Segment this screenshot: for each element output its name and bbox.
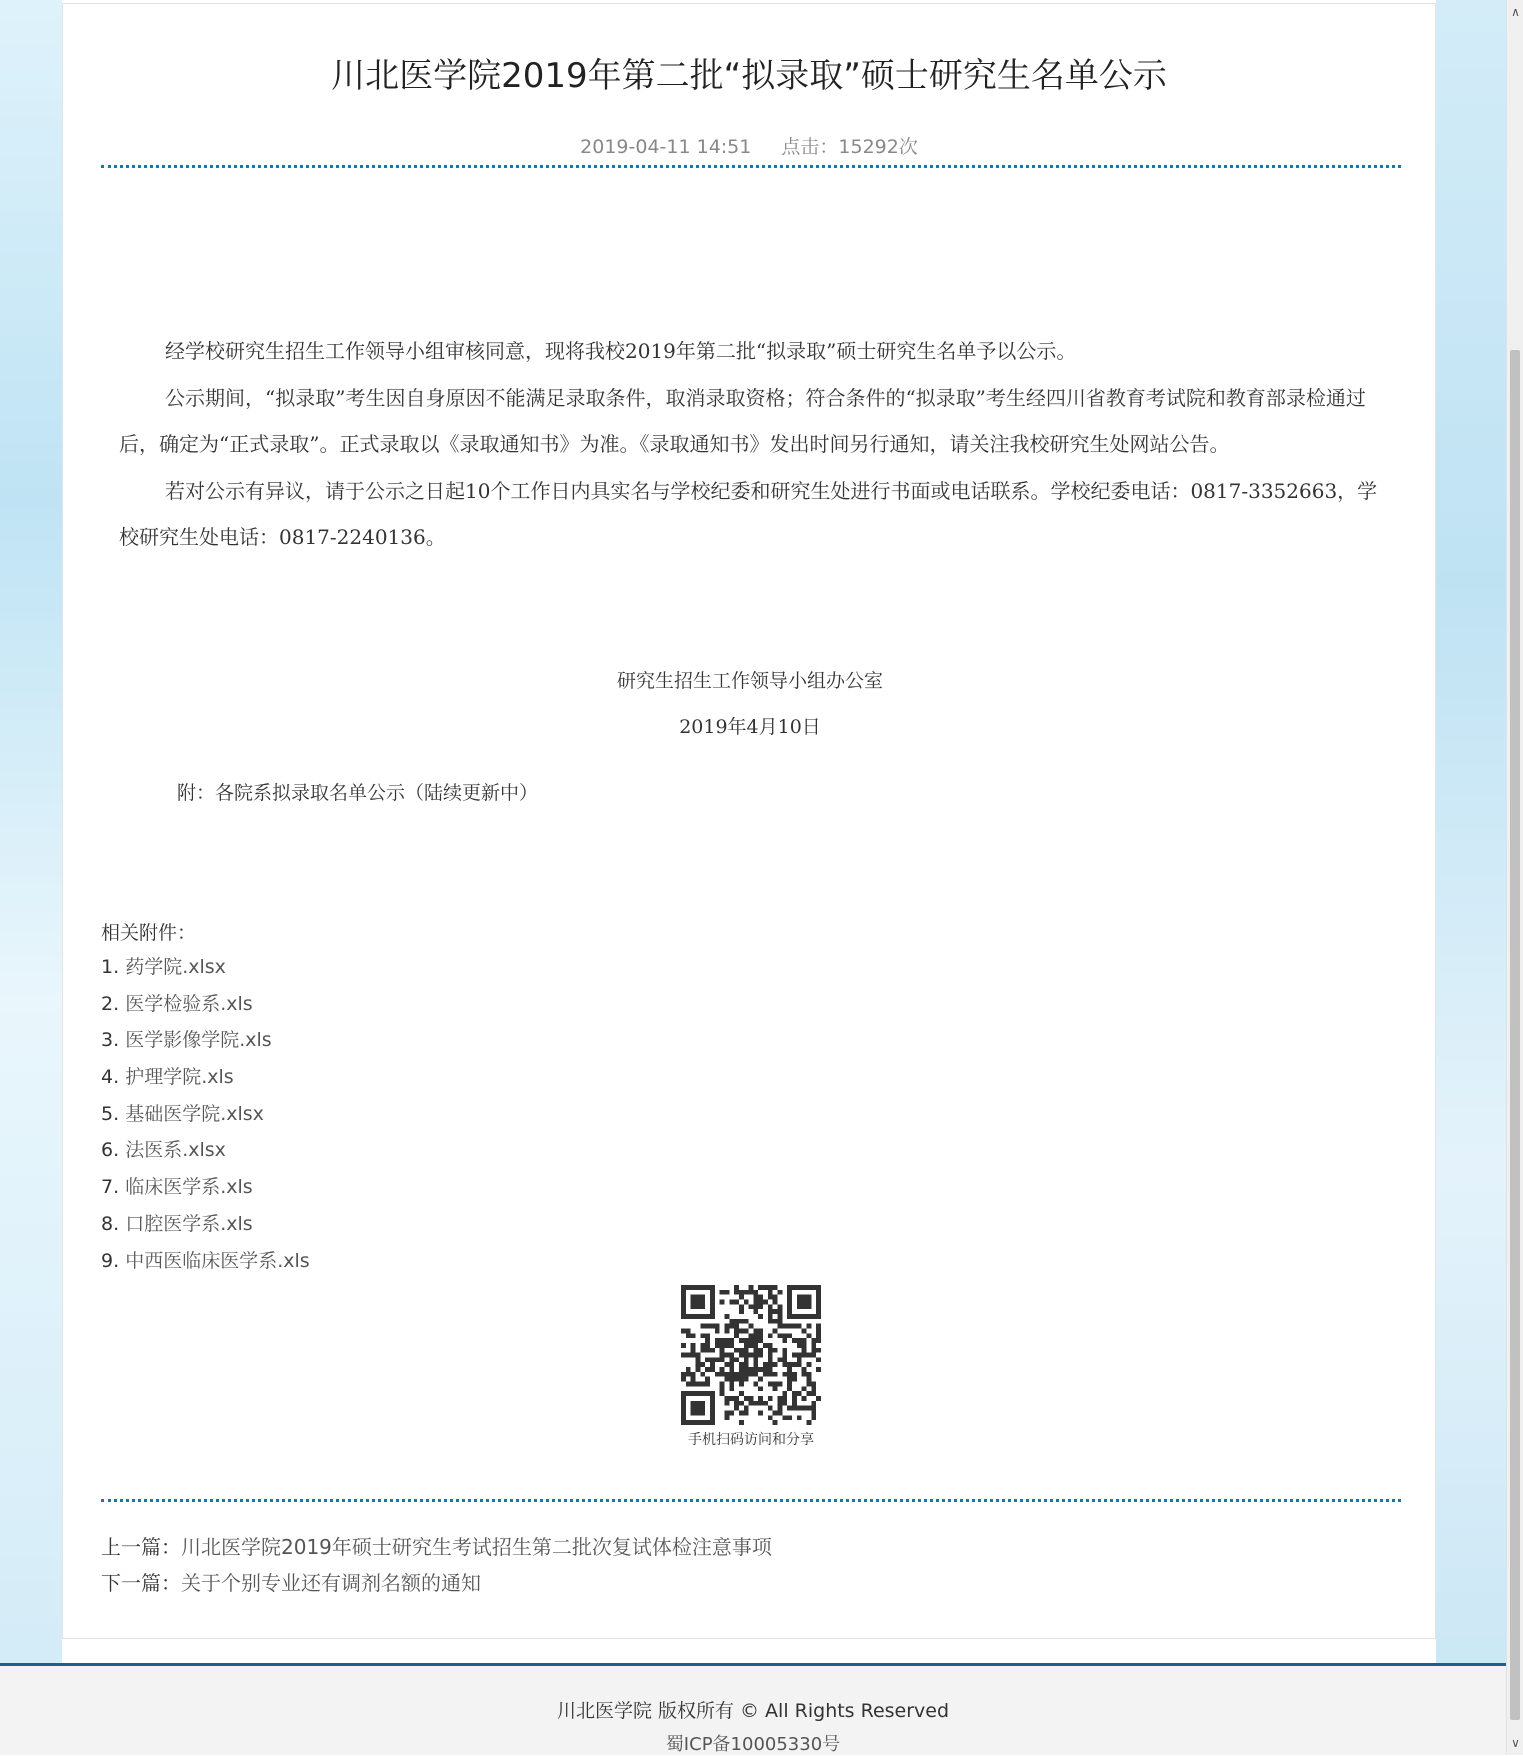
publish-date: 2019-04-11 14:51 — [580, 136, 752, 158]
qr-share — [681, 1285, 821, 1449]
icp-text[interactable]: 蜀ICP备10005330号 — [665, 1734, 841, 1755]
next-article — [101, 1565, 772, 1601]
qr-finder-center — [691, 1401, 705, 1415]
site-footer — [0, 1663, 1506, 1755]
attachment-link[interactable]: 口腔医学系.xls — [125, 1212, 253, 1235]
list-item — [101, 1132, 310, 1169]
attachment-link[interactable]: 护理学院.xls — [125, 1066, 234, 1089]
qr-caption: 手机扫码访问和分享 — [688, 1432, 814, 1448]
article-panel — [62, 3, 1436, 1639]
top-divider — [101, 165, 1401, 168]
item-number: 6. — [101, 1139, 120, 1162]
item-number: 1. — [101, 956, 120, 978]
paragraph: 公示期间，“拟录取”考生因自身原因不能满足录取条件，取消录取资格；符合条件的“拟录取”考生经四川省教育考试院和教育部录检通过后，确定为“正式录取”。正式录取以《录取通知书》为准。《录取通知书》发出时间另行通知，请关注我校研究生处网站公告。 — [119, 385, 1366, 456]
attachment-link[interactable]: 中西医临床医学系.xls — [125, 1249, 310, 1272]
item-number: 4. — [101, 1066, 120, 1089]
list-item — [101, 949, 310, 986]
prev-label: 上一篇： — [101, 1535, 181, 1559]
list-item — [101, 986, 310, 1023]
list-item — [101, 1206, 310, 1243]
next-label: 下一篇： — [101, 1571, 181, 1595]
item-number: 7. — [101, 1176, 120, 1199]
scroll-up-icon[interactable]: ∧ — [1511, 5, 1520, 19]
article-meta — [63, 132, 1435, 159]
page-title: 川北医学院2019年第二批“拟录取”硕士研究生名单公示 — [331, 56, 1167, 96]
list-item — [101, 1059, 310, 1096]
hit-count: 点击：15292次 — [781, 136, 918, 158]
attachment-link[interactable]: 医学影像学院.xls — [125, 1029, 272, 1052]
item-number: 5. — [101, 1102, 120, 1125]
prev-article — [101, 1529, 772, 1565]
item-number: 3. — [101, 1029, 120, 1052]
prev-article-link[interactable]: 川北医学院2019年硕士研究生考试招生第二批次复试体检注意事项 — [181, 1535, 772, 1559]
item-number: 9. — [101, 1249, 120, 1272]
qr-code-icon — [681, 1285, 821, 1425]
scroll-down-icon[interactable]: ∨ — [1511, 1736, 1520, 1750]
attachment-list — [101, 949, 310, 1279]
paragraph: 若对公示有异议，请于公示之日起10个工作日内具实名与学校纪委和研究生处进行书面或电话联系。学校纪委电话：0817-3352663，学校研究生处电话：0817-2240136。 — [119, 478, 1378, 549]
item-number: 8. — [101, 1212, 120, 1235]
item-number: 2. — [101, 992, 120, 1015]
next-article-link[interactable]: 关于个别专业还有调剂名额的通知 — [181, 1571, 481, 1595]
attachment-link[interactable]: 基础医学院.xlsx — [125, 1102, 264, 1125]
attachment-link[interactable]: 药学院.xlsx — [125, 956, 226, 978]
list-item — [101, 1169, 310, 1206]
attachments-heading: 相关附件： — [101, 922, 197, 944]
list-item — [101, 1022, 310, 1059]
attachment-link[interactable]: 法医系.xlsx — [125, 1139, 226, 1162]
attachment-link[interactable]: 临床医学系.xls — [125, 1176, 253, 1199]
background-left-decoration — [0, 0, 62, 1665]
attachment-link[interactable]: 医学检验系.xls — [125, 992, 253, 1015]
article-navigation — [101, 1529, 772, 1601]
scrollbar[interactable] — [1506, 0, 1523, 1755]
list-item — [101, 1096, 310, 1133]
scroll-thumb[interactable] — [1510, 350, 1520, 1720]
signature-org: 研究生招生工作领导小组办公室 — [616, 670, 883, 692]
qr-finder-center — [797, 1295, 811, 1309]
article-body — [119, 328, 1389, 561]
qr-finder-center — [691, 1295, 705, 1309]
paragraph: 经学校研究生招生工作领导小组审核同意，现将我校2019年第二批“拟录取”硕士研究生名单予以公示。 — [165, 339, 1077, 363]
list-item — [101, 1243, 310, 1280]
attachment-note: 附：各院系拟录取名单公示（陆续更新中） — [177, 782, 539, 804]
signature-date: 2019年4月10日 — [679, 716, 821, 738]
copyright-text: 川北医学院 版权所有 © All Rights Reserved — [556, 1700, 950, 1722]
bottom-divider — [101, 1499, 1401, 1502]
background-right-decoration — [1436, 0, 1506, 1665]
